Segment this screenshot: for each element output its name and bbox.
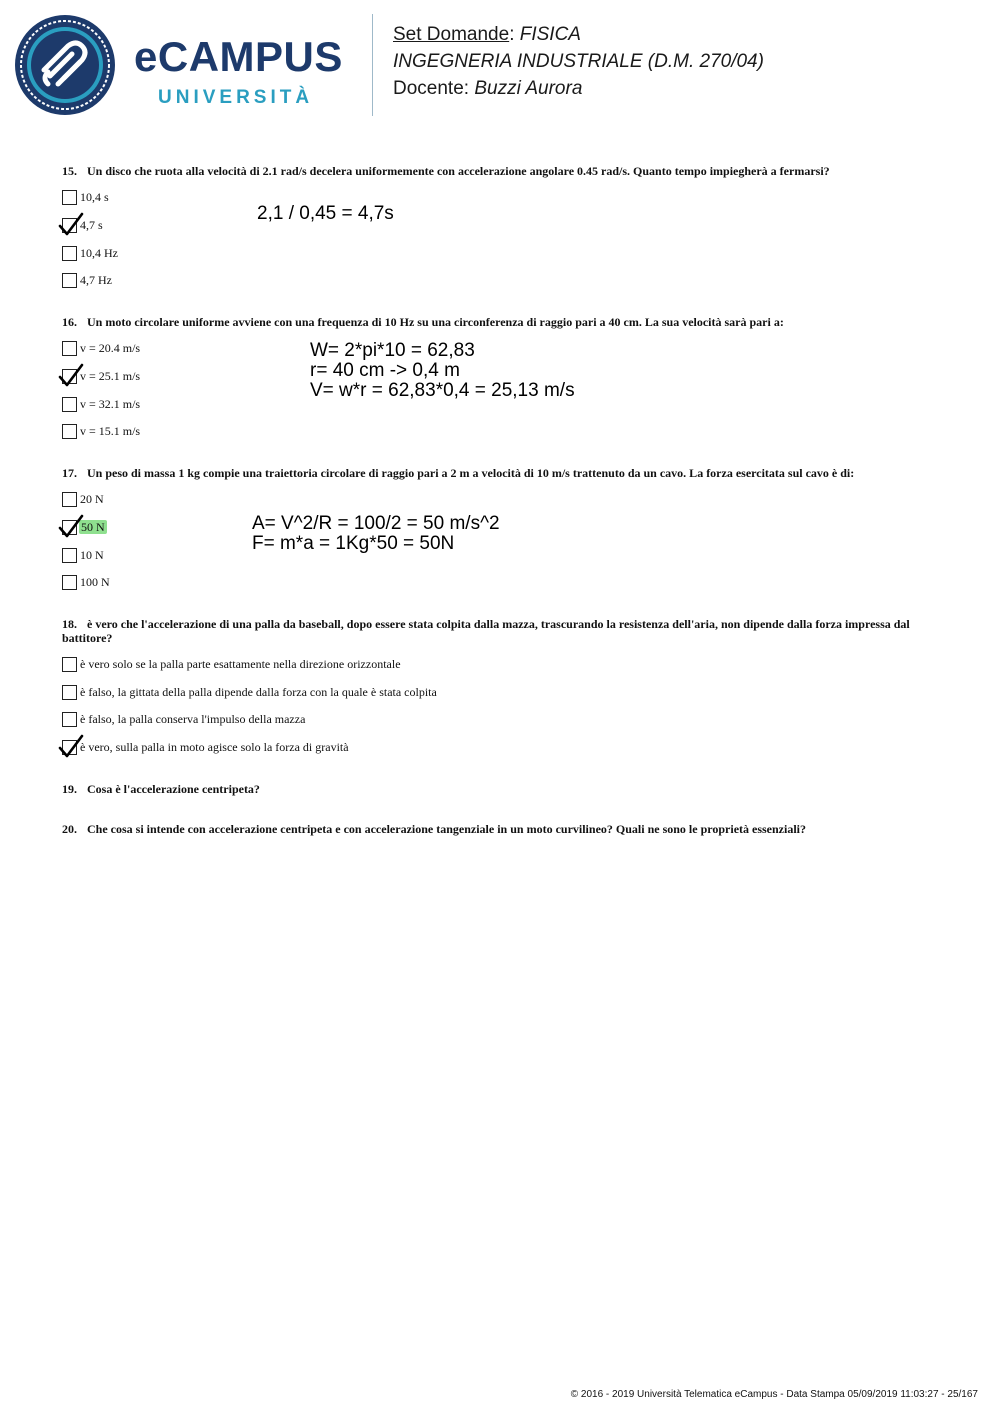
teacher-line [393, 79, 582, 98]
teacher-label: Docente: [393, 78, 475, 99]
question-15 [62, 164, 942, 178]
question-17 [62, 466, 942, 480]
checkbox[interactable] [62, 657, 77, 672]
option-label: v = 32.1 m/s [80, 397, 141, 411]
checkbox[interactable] [62, 246, 77, 261]
checkbox[interactable] [62, 685, 77, 700]
set-separator: : [509, 24, 520, 45]
course-title: INGEGNERIA INDUSTRIALE (D.M. 270/04) [393, 51, 764, 72]
ecampus-seal-logo [14, 14, 116, 116]
checkmark-icon [58, 734, 84, 760]
question-18 [62, 617, 942, 645]
brand-name: CAMPUS [157, 33, 343, 80]
option-label: 10,4 Hz [80, 246, 118, 260]
checkbox[interactable] [62, 397, 77, 412]
question-number: 18. [62, 617, 77, 631]
checkbox[interactable] [62, 575, 77, 590]
question-16 [62, 315, 942, 329]
question-number: 15. [62, 164, 77, 178]
question-number: 20. [62, 822, 77, 836]
checkbox[interactable] [62, 341, 77, 356]
page-footer: © 2016 - 2019 Università Telematica eCampus - Data Stampa 05/09/2019 11:03:27 - 25/167 [570, 1389, 978, 1400]
option-label: 10,4 s [80, 190, 109, 204]
set-label: Set Domande [393, 24, 510, 45]
header-divider [372, 14, 373, 116]
checkmark-icon [58, 514, 84, 540]
question-text: Cosa è l'accelerazione centripeta? [87, 782, 260, 796]
subject: FISICA [519, 24, 581, 45]
checkbox[interactable] [62, 273, 77, 288]
question-20 [62, 822, 942, 836]
question-number: 19. [62, 782, 77, 796]
question-number: 16. [62, 315, 77, 329]
question-text: Un disco che ruota alla velocità di 2.1 rad/s decelera uniformemente con accelerazione angolare 0.45 rad/s. Quanto tempo impiegherà a fermarsi? [87, 164, 830, 178]
brand-wordmark [134, 33, 343, 80]
handwritten-note: V= w*r = 62,83*0,4 = 25,13 m/s [310, 380, 575, 401]
question-text: Che cosa si intende con accelerazione centripeta e con accelerazione tangenziale in un moto curvilineo? Quali ne sono le proprietà essenziali? [87, 822, 807, 836]
set-line [393, 25, 581, 44]
option-label: è falso, la palla conserva l'impulso della mazza [80, 712, 306, 726]
option-label: è falso, la gittata della palla dipende dalla forza con la quale è stata colpita [80, 685, 437, 699]
handwritten-note: A= V^2/R = 100/2 = 50 m/s^2 [252, 513, 500, 534]
handwritten-note: 2,1 / 0,45 = 4,7s [257, 203, 394, 224]
teacher-name: Buzzi Aurora [474, 78, 583, 99]
question-text: Un moto circolare uniforme avviene con una frequenza di 10 Hz su una circonferenza di raggio pari a 40 cm. La sua velocità sarà pari a: [87, 315, 784, 329]
question-text: Un peso di massa 1 kg compie una traiettoria circolare di raggio pari a 2 m a velocità di 10 m/s trattenuto da un cavo. La forza esercitata sul cavo è di: [87, 466, 855, 480]
checkbox[interactable] [62, 190, 77, 205]
option-label: 4,7 s [80, 218, 103, 232]
question-number: 17. [62, 466, 77, 480]
option-label: è vero solo se la palla parte esattamente nella direzione orizzontale [80, 657, 401, 671]
brand-subtitle: UNIVERSITÀ [158, 87, 314, 108]
option-label: 100 N [80, 575, 110, 589]
question-text: è vero che l'accelerazione di una palla da baseball, dopo essere stata colpita dalla mazza, trascurando la resistenza dell'aria, non dipende dalla forza impressa dal battitore? [62, 617, 910, 645]
option-label: v = 20.4 m/s [80, 341, 141, 355]
option-label: 10 N [80, 548, 104, 562]
question-19 [62, 782, 942, 796]
option-label-highlighted: 50 N [81, 520, 105, 534]
option-label: v = 15.1 m/s [80, 424, 141, 438]
option-label: 20 N [80, 492, 104, 506]
checkbox[interactable] [62, 712, 77, 727]
option-label: 4,7 Hz [80, 273, 112, 287]
checkbox[interactable] [62, 492, 77, 507]
brand-prefix: e [134, 33, 158, 80]
handwritten-note: r= 40 cm -> 0,4 m [310, 360, 460, 381]
option-label: è vero, sulla palla in moto agisce solo la forza di gravità [80, 740, 349, 754]
checkmark-icon [58, 212, 84, 238]
page-header [0, 0, 1000, 130]
checkbox[interactable] [62, 548, 77, 563]
checkmark-icon [58, 363, 84, 389]
handwritten-note: W= 2*pi*10 = 62,83 [310, 340, 475, 361]
handwritten-note: F= m*a = 1Kg*50 = 50N [252, 533, 455, 554]
checkbox[interactable] [62, 424, 77, 439]
option-label: v = 25.1 m/s [80, 369, 141, 383]
